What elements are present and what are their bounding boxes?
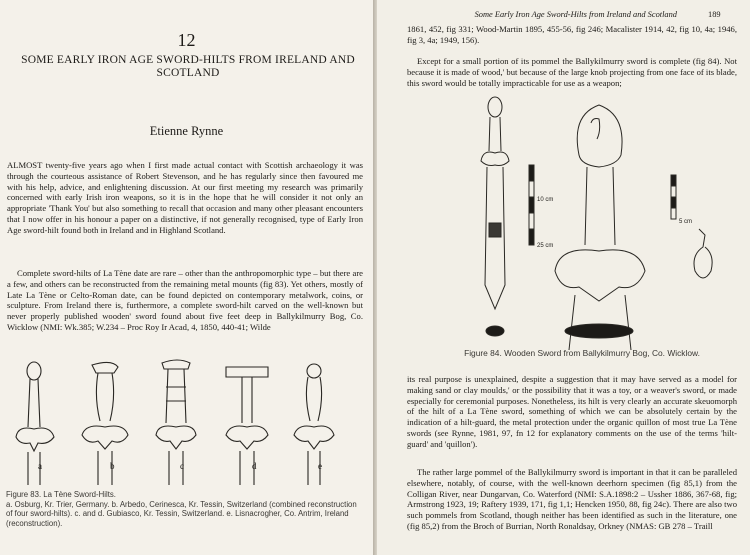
scale-label-large: 5 cm (679, 219, 693, 225)
hilt-label-c: c (180, 461, 184, 471)
page-number: 189 (708, 10, 721, 19)
scale-label-small-2: 25 cm (537, 243, 554, 249)
section-profile-small (486, 326, 504, 336)
left-page (0, 0, 373, 555)
hilt-label-d: d (252, 461, 257, 471)
chapter-number: 12 (177, 30, 196, 50)
chapter-title: SOME EARLY IRON AGE SWORD-HILTS FROM IRELAND AND SCOTLAND (21, 54, 355, 79)
hilt-label-a: a (38, 461, 42, 471)
figure-83-sword-hilts (8, 357, 353, 485)
scale-label-small: 10 cm (537, 197, 554, 203)
figure-84-wooden-sword (459, 95, 729, 350)
author-name: Etienne Rynne (149, 124, 224, 138)
reference-continuation: 1861, 452, fig 331; Wood-Martin 1895, 455-56, fig 246; Macalister 1914, 42, fig 10, 4a; 1946, fig 3, 4a; 1949, 156). (407, 24, 737, 45)
hilt-label-b: b (110, 461, 115, 471)
purpose-paragraph: its real purpose is unexplained, despite a suggestion that it may have served as a model for making sand or clay moulds,' or the possibility that it was a toy, or a weaver's sword, or made especially for ceremonial purposes. Nonetheless, its hilt is very clearly an accurate skeuomorph of the hilt of a La Tène sword, something of which we can be absolutely certain by the indication of a hilt-guard, the metal protection under the organic quillon of most true La Tène swords (see Rynne, 1981, 97, fn 12 for explanatory comments on the use of the terms 'hilt-guard' and 'quillon'). (407, 374, 737, 449)
small-sword-drawing (481, 97, 509, 309)
section-profile-large (565, 324, 633, 338)
except-paragraph: Except for a small portion of its pommel the Ballykilmurry sword is complete (fig 84). Not because it is made of wood,' but because of the large knob projecting from one face of its blade, this sword would be totally impracticable for use as a weapon; (407, 56, 737, 88)
hilt-c-drawing (156, 360, 196, 485)
hilt-d-drawing (226, 367, 268, 485)
figure-83-caption: Figure 83. La Tène Sword-Hilts. a. Osburg, Kr. Trier, Germany. b. Arbedo, Cerinesca, Kr. Tessin, Switzerland (combined reconstruction of four sword-hilts). c. and d. Gubiasco, Kr. Tessin, Switzerland. e. Lisnacrogher, Co. Antrim, Ireland (reconstruction). (6, 490, 357, 528)
large-scale-bar (671, 175, 676, 219)
running-head: Some Early Iron Age Sword-Hilts from Ireland and Scotland (474, 10, 677, 19)
hilt-a-drawing (16, 362, 54, 485)
pommel-profile-drawing (694, 229, 712, 278)
large-hilt-drawing (555, 105, 645, 350)
small-scale-bar (529, 165, 534, 245)
intro-paragraph: ALMOST twenty-five years ago when I first made actual contact with Scottish archaeology it was through the courteous assistance of Robert Stevenson, and he has regularly since then favoured me with his help, advice, and enlightening discussion. At our first meeting my research was primarily concerned with early Irish iron weapons, so it is in the hope that he will consider it not only an appropriate 'Thank You' but also something to recall that occasion and many other pleasant encounters that I now offer in his honour a paper on a distinctive, if not generally recognised, type of Early Iron Age sword-hilt found both in Ireland and in Highland Scotland. (7, 160, 363, 235)
pommel-paragraph: The rather large pommel of the Ballykilmurry sword is important in that it can be paralleled elsewhere, notably, of course, with the well-known deerhorn specimen (fig 85,1) from the Colligan River, near Dungarvan, Co. Waterford (NMI: S.A.1898:2 – Ussher 1886, 367-68, fig; Armstrong 1923, 19; Raftery 1939, 171, fig 1,1; Hencken 1950, 88, fig 24c). There are also two such pommels from Scotland, though neither has been identified as such in the literature, one (fig 85,2) from the Broch of Burrian, North Ronaldsay, Orkney (NMAS: GB 278 – Traill (407, 467, 737, 531)
right-page (377, 0, 750, 555)
hilt-e-drawing (294, 364, 334, 485)
figure-84-caption: Figure 84. Wooden Sword from Ballykilmurry Bog, Co. Wicklow. (464, 348, 700, 358)
body-paragraph: Complete sword-hilts of La Tène date are rare – other than the anthropomorphic type – but there are a few, and others can be reconstructed from the remaining metal mounts (fig 83). Yet others, mostly of Late La Tène or Celto-Roman date, can be found depicted on contemporary metalwork, coins, or sculpture. From Ireland there is, furthermore, a complete sword-hilt carved on the well-known but never properly published wooden' sword found about five feet deep in Ballykilmurry Bog, Co. Wicklow (NMI: Wk.385; W.234 – Proc Roy Ir Acad, 4, 1850, 440-41; Wilde (7, 268, 363, 332)
hilt-label-e: e (318, 461, 322, 471)
hilt-b-drawing (82, 362, 128, 485)
